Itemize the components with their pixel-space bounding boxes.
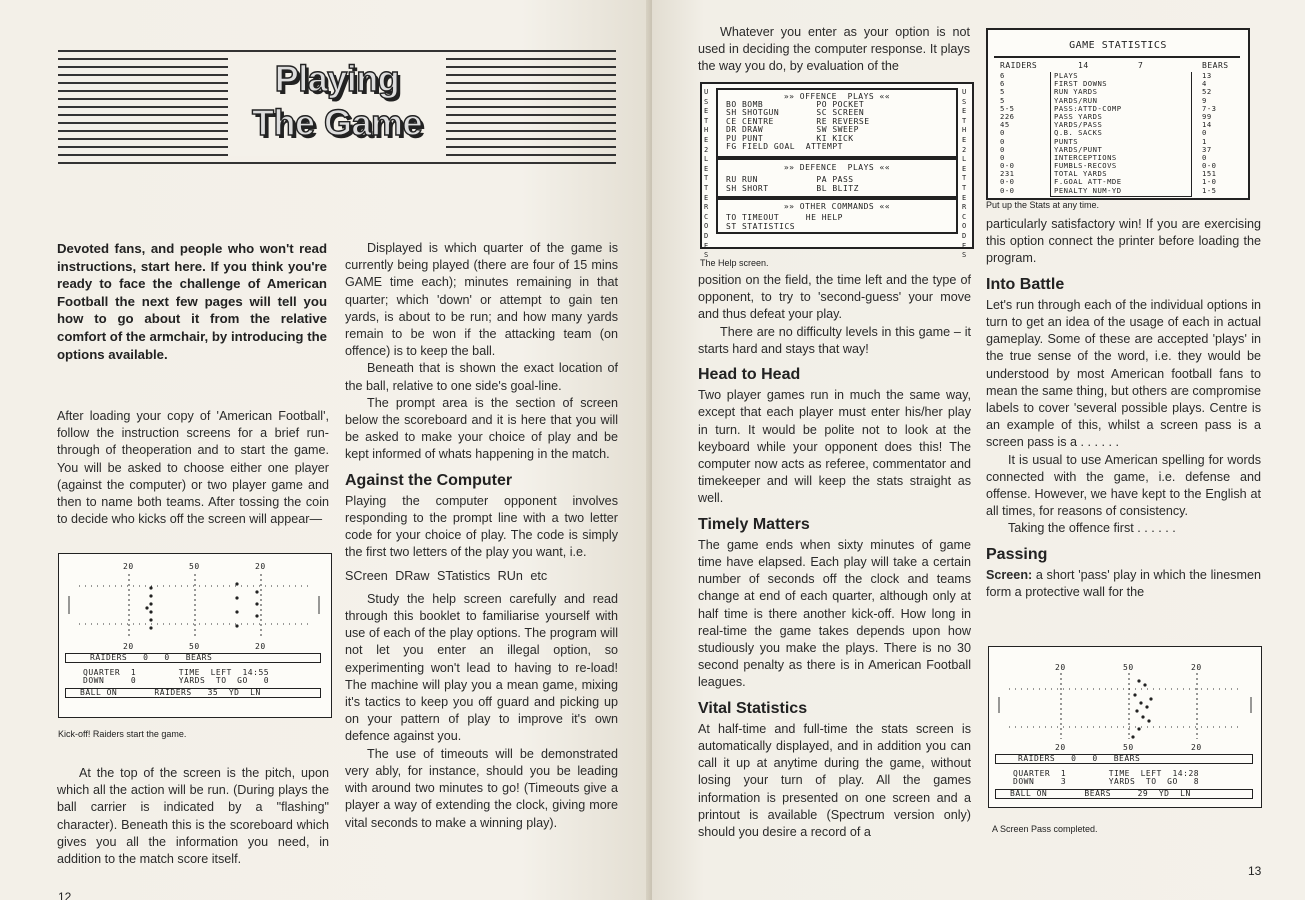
yard-marker: 20 — [255, 562, 266, 571]
stats-label: INTERCEPTIONS — [1054, 152, 1117, 162]
page-title-line1: Playing — [274, 58, 400, 99]
left-page-number: 12 — [58, 890, 72, 900]
stats-score-left: 14 — [1078, 61, 1089, 70]
other-row: ST STATISTICS — [726, 222, 796, 231]
stats-left-value: 226 — [1000, 111, 1015, 121]
stats-right-value: 37 — [1202, 144, 1212, 154]
left-col2-para2: Beneath that is shown the exact location of the ball, relative to one side's goal-line. — [345, 361, 618, 393]
stats-right-value: 0-0 — [1202, 161, 1217, 171]
quarter-time-row: QUARTER 1 TIME LEFT 14:55 — [83, 668, 270, 677]
stats-label: PENALTY NUM-YD — [1054, 185, 1122, 195]
scoreboard-row: RAIDERS 0 0 BEARS — [65, 653, 321, 663]
stats-caption: Put up the Stats at any time. — [986, 200, 1100, 210]
right-page — [652, 0, 1305, 900]
right-col2-para1: particularly satisfactory win! If you are exercising this option connect the printer before loading the program. — [986, 217, 1261, 266]
title-banner — [58, 48, 616, 166]
stats-label: PASS:ATTD-COMP — [1054, 103, 1122, 113]
yard-marker: 50 — [189, 642, 200, 651]
offence-plays-box — [716, 88, 958, 158]
yard-marker: 20 — [1055, 743, 1066, 752]
down-yards-row: DOWN 0 YARDS TO GO 0 — [83, 676, 270, 685]
other-row: TO TIMEOUT HE HELP — [726, 213, 843, 222]
defence-row: RU RUN PA PASS — [726, 175, 854, 184]
stats-left-value: 5 — [1000, 87, 1005, 97]
left-col1-para2: At the top of the screen is the pitch, upon which all the action will be run. (During plays the ball carrier is indicated by a "flashing" character). Beneath this is the scoreboard which gives you all the information you need, in addition to the match score itself. — [57, 766, 329, 867]
stats-label: PASS YARDS — [1054, 111, 1103, 121]
yard-marker: 20 — [1191, 663, 1202, 672]
offence-row: SH SHOTGUN SC SCREEN — [726, 108, 865, 118]
left-page — [0, 0, 651, 900]
stats-right-value: 14 — [1202, 120, 1212, 130]
stats-label: YARDS/PASS — [1054, 120, 1103, 130]
stats-score-right: 7 — [1138, 61, 1144, 70]
left-col2-para5: Study the help screen carefully and read through this booklet to familiarise yourself with use of each of the play options. The program will not let you enter an illegal option, so experimenting won't lead to having to re-load! The machine will play you a mean game, mixing it's tactics to keep you off guard and picking up on your pattern of play to improve it's own defence against you. — [345, 591, 618, 744]
stats-left-value: 231 — [1000, 169, 1015, 179]
yard-marker: 50 — [1123, 743, 1134, 752]
right-col2-para4: Taking the offence first . . . . . . — [1008, 521, 1176, 536]
intro-paragraph: Devoted fans, and people who won't read instructions, start here. If you think you're ready to face the challenge of American Football the next few pages will tell you how to go about it from the relative comfort of the armchair, by introducing the options available. — [57, 241, 327, 362]
stats-left-value: 5-5 — [1000, 103, 1015, 113]
stats-right-value: 151 — [1202, 169, 1217, 179]
offence-row: PU PUNT KI KICK — [726, 133, 854, 143]
stats-left-value: 6 — [1000, 79, 1005, 89]
stats-label: FUMBLS-RECOVS — [1054, 161, 1117, 171]
yard-marker: 20 — [123, 562, 134, 571]
right-col1-para5: The game ends when sixty minutes of game time have elapsed. Each play will take a certain number of seconds off the clock and teams change at end of each quarter, although only at half time is there another kick-off. How long in real-time the game takes depends upon how studiously you make the plays. There is no 30 second penalty as there is in American Football leagues. — [698, 537, 971, 690]
stats-label: PLAYS — [1054, 71, 1079, 80]
heading-timely-matters: Timely Matters — [698, 515, 810, 533]
stats-right-value: 9 — [1202, 95, 1207, 105]
stats-right-value: 1-0 — [1202, 177, 1217, 187]
stats-label: YARDS/RUN — [1054, 95, 1098, 105]
ball-on-row: BALL ON RAIDERS 35 YD LN — [65, 688, 321, 698]
right-col1-para3: There are no difficulty levels in this game – it starts hard and stays that way! — [698, 324, 971, 356]
stats-right-value: 0 — [1202, 152, 1207, 162]
stats-left-value: 0-0 — [1000, 177, 1015, 187]
left-col2-para4: Playing the computer opponent involves responding to the prompt line with a two letter code for your choice of play. The code is simply the first two letters of the play you want, i.e. — [345, 493, 618, 560]
ball-on-row: BALL ON BEARS 29 YD LN — [995, 789, 1253, 799]
stats-screen — [986, 28, 1250, 200]
yard-marker: 50 — [1123, 663, 1134, 672]
stats-right-value: 13 — [1202, 71, 1212, 80]
kickoff-caption: Kick-off! Raiders start the game. — [58, 729, 187, 739]
stats-title: GAME STATISTICS — [1069, 40, 1167, 51]
right-col2-para2: Let's run through each of the individual options in turn to get an idea of the usage of each in actual gameplay. Some of these are accepted 'plays' in the true sense of the word, i.e. they would be understood by most American football fans to mean the same thing, but others are compromise labels to cover 'several possible plays. Centre is an example of this, whilst a screen pass is a screen pass is a . . . . . . — [986, 297, 1261, 450]
heading-passing: Passing — [986, 545, 1048, 563]
stats-left-value: 0 — [1000, 128, 1005, 138]
offence-title: »» OFFENCE PLAYS «« — [783, 92, 891, 101]
stats-right-value: 52 — [1202, 87, 1212, 97]
yard-marker: 20 — [1191, 743, 1202, 752]
yard-marker: 20 — [255, 642, 266, 651]
down-yards-row: DOWN 3 YARDS TO GO 8 — [1013, 777, 1200, 786]
stats-right-value: 7-3 — [1202, 103, 1217, 113]
yard-marker: 50 — [189, 562, 200, 571]
stats-left-value: 0-0 — [1000, 161, 1015, 171]
play-codes-example: SCreen DRaw STatistics RUn etc — [345, 568, 548, 583]
left-col2-para1: Displayed is which quarter of the game is currently being played (there are four of 15 mins GAME time each); minutes remaining in that quarter; which 'down' or attempt to gain ten yards, is about to be run; and how many yards remain to be won if the attacking team (on offence) is to keep the ball. — [345, 241, 618, 359]
yard-marker: 20 — [1055, 663, 1066, 672]
stats-left-value: 0 — [1000, 152, 1005, 162]
quarter-time-row: QUARTER 1 TIME LEFT 14:28 — [1013, 769, 1200, 778]
stats-right-value: 0 — [1202, 128, 1207, 138]
heading-head-to-head: Head to Head — [698, 366, 801, 384]
stats-label: FIRST DOWNS — [1054, 79, 1108, 89]
stats-label: RUN YARDS — [1054, 87, 1098, 97]
screen-pass-field-screen — [988, 646, 1262, 808]
left-col1-para1: After loading your copy of 'American Football', follow the instruction screens for a brief run-through of theoperation and to start the game. You will be asked to choose either one player (against the computer) or two player game and then to name both teams. After tossing the coin to decide who kicks off the screen will appear— — [57, 409, 329, 527]
heading-against-computer: Against the Computer — [345, 471, 513, 489]
help-side-label-right: USE THE 2 LETTER CODES — [962, 88, 967, 260]
screen-play-label: Screen: — [986, 567, 1033, 582]
stats-label: Q.B. SACKS — [1054, 128, 1103, 138]
page-title-line2: The Game — [251, 102, 423, 143]
other-commands-box — [716, 198, 958, 234]
stats-right-value: 4 — [1202, 79, 1207, 89]
offence-row: BO BOMB PO POCKET — [726, 100, 865, 109]
stats-right-value: 1 — [1202, 136, 1207, 146]
left-col2-para3: The prompt area is the section of screen below the scoreboard and it is here that you will be asked to make your choice of play and be kept informed of whats happening in the match. — [345, 395, 618, 462]
right-col1-para2: position on the field, the time left and the type of opponent, to try to 'second-guess' your move and thus defeat your play. — [698, 273, 971, 322]
right-page-number: 13 — [1248, 864, 1262, 878]
help-screen — [700, 82, 974, 260]
heading-vital-statistics: Vital Statistics — [698, 699, 808, 717]
kickoff-field-screen — [58, 553, 332, 718]
stats-left-value: 5 — [1000, 95, 1005, 105]
help-caption: The Help screen. — [700, 258, 769, 268]
right-col1-para6: At half-time and full-time the stats screen is automatically displayed, and in addition you can call it up at anytime during the game, without losing your turn of play. All the games information is presented on one screen and a printout is available (Spectrum version only) should you desire a record of a — [698, 721, 971, 840]
yard-marker: 20 — [123, 642, 134, 651]
stats-left-value: 0 — [1000, 136, 1005, 146]
stats-left-value: 6 — [1000, 71, 1005, 80]
stats-left-value: 45 — [1000, 120, 1010, 130]
offence-row: DR DRAW SW SWEEP — [726, 125, 859, 135]
help-side-label-left: USE THE 2 LETTER CODES — [704, 88, 709, 260]
defence-row: SH SHORT BL BLITZ — [726, 184, 859, 193]
stats-label: TOTAL YARDS — [1054, 169, 1108, 179]
other-title: »» OTHER COMMANDS «« — [783, 202, 891, 211]
scoreboard-row: RAIDERS 0 0 BEARS — [995, 754, 1253, 764]
heading-into-battle: Into Battle — [986, 275, 1065, 293]
stats-label: YARDS/PUNT — [1054, 144, 1103, 154]
right-col1-para1: Whatever you enter as your option is not used in deciding the computer response. It plays the way you do, by evaluation of the — [698, 25, 970, 74]
stats-right-value: 99 — [1202, 111, 1212, 121]
stats-left-value: 0-0 — [1000, 185, 1015, 195]
right-col1-para4: Two player games run in much the same way, except that each player must enter his/her play in turn. It would be polite not to look at the keyboard while your opponent does this! The computer now acts as referee, commentator and timekeeper and will keep the stats straight as well. — [698, 388, 971, 506]
stats-right-value: 1-5 — [1202, 185, 1217, 195]
defence-title: »» DEFENCE PLAYS «« — [783, 163, 891, 172]
stats-label: PUNTS — [1054, 136, 1079, 146]
left-col2-para6: The use of timeouts will be demonstrated very ably, for instance, should you be leading with around two minutes to go! (Timeouts give a player a way of extending the clock, giving more vital seconds to make a winning play). — [345, 746, 618, 830]
stats-left-value: 0 — [1000, 144, 1005, 154]
defence-plays-box — [716, 158, 958, 198]
right-col2-para3: It is usual to use American spelling for words connected with the game, i.e. defense and offense. However, we have kept to the English at all times, for reasons of consistency. — [986, 452, 1261, 519]
right-col2-para5: a short 'pass' play in which the linesmen form a protective wall for the — [986, 567, 1261, 600]
stats-team-left: RAIDERS — [1000, 61, 1038, 70]
offence-row: CE CENTRE RE REVERSE — [726, 116, 870, 126]
stats-label: F.GOAL ATT-MDE — [1054, 177, 1122, 187]
offence-row: FG FIELD GOAL ATTEMPT — [726, 142, 843, 152]
screen-pass-caption: A Screen Pass completed. — [992, 824, 1098, 834]
stats-team-right: BEARS — [1202, 61, 1229, 70]
